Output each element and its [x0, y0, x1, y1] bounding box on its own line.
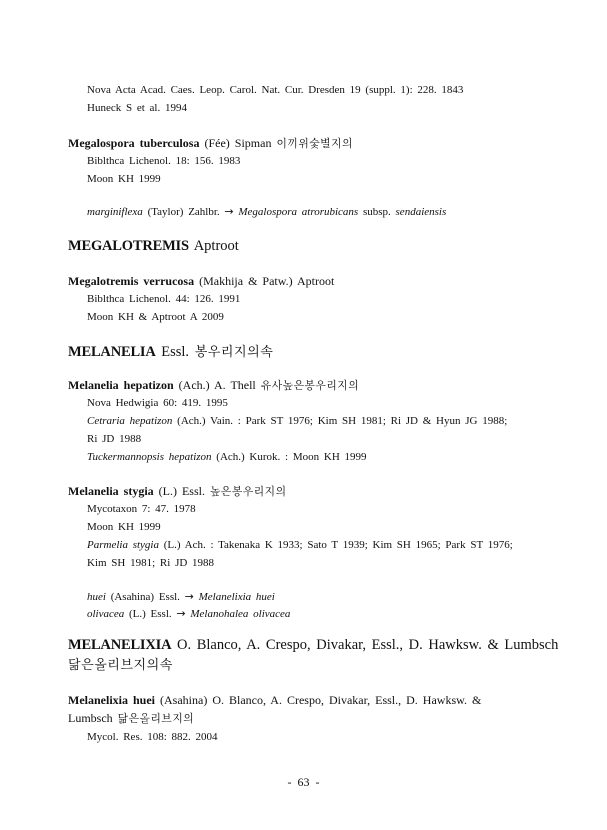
synonym-citations: (Ach.) Kurok. : Moon KH 1999	[216, 451, 367, 463]
reference-line: Mycol. Res. 108: 882. 2004	[87, 731, 218, 743]
reference-line: Biblthca Lichenol. 18: 156. 1983	[87, 155, 241, 167]
species-name: Melanelixia huei	[68, 693, 155, 707]
synonym-name: Parmelia stygia	[87, 539, 159, 551]
korean-name: 봉우리지의속	[194, 345, 274, 360]
korean-name: 높은봉우리지의	[209, 485, 287, 498]
korean-name: 유사높은봉우리지의	[260, 379, 360, 392]
reference-line: Mycotaxon 7: 47. 1978	[87, 503, 196, 515]
reference-line: Moon KH 1999	[87, 521, 161, 533]
synonym-author: (Taylor) Zahlbr.	[147, 206, 220, 218]
reference-line: Nova Acta Acad. Caes. Leop. Carol. Nat. Cur. Dresden 19 (suppl. 1): 228. 1843	[87, 84, 464, 96]
synonym-name: Tuckermannopsis hepatizon	[87, 451, 212, 463]
synonym-name: Cetraria hepatizon	[87, 415, 173, 427]
synonym-target: Megalospora atrorubicans	[238, 206, 359, 218]
reference-line: Moon KH & Aptroot A 2009	[87, 311, 224, 323]
genus-author: Aptroot	[193, 238, 239, 254]
synonym-author: (Asahina) Essl.	[110, 591, 180, 603]
species-name: Melanelia stygia	[68, 484, 154, 498]
species-entry	[68, 274, 334, 288]
synonym-epithet: marginiflexa	[87, 206, 143, 218]
synonym-target: Melanelixia huei	[198, 591, 275, 603]
rank-label: subsp.	[362, 206, 391, 218]
page-number: - 63 -	[287, 775, 320, 789]
korean-name: 이끼위숯별지의	[276, 137, 353, 150]
species-entry	[68, 136, 353, 151]
species-author: (Makhija & Patw.) Aptroot	[199, 274, 335, 288]
korean-name: 닮은올리브지의속	[68, 658, 173, 673]
korean-name: 닮은올리브지의	[117, 712, 195, 725]
species-author: (Ach.) A. Thell	[178, 378, 256, 392]
synonym-line	[87, 590, 275, 604]
genus-author: O. Blanco, A. Crespo, Divakar, Essl., D. Hawksw. & Lumbsch	[176, 637, 559, 653]
genus-author: Essl.	[161, 344, 190, 360]
synonym-reference-line	[87, 538, 513, 552]
synonym-epithet: huei	[87, 591, 106, 603]
species-entry-continued	[68, 711, 194, 726]
arrow-icon: →	[224, 205, 234, 218]
genus-name: MEGALOTREMIS	[68, 238, 189, 254]
reference-line: Moon KH 1999	[87, 173, 161, 185]
species-author: (Asahina) O. Blanco, A. Crespo, Divakar, Essl., D. Hawksw. &	[160, 693, 482, 707]
genus-heading-continued	[68, 656, 173, 675]
synonym-target-infraspecific: sendaiensis	[395, 206, 447, 218]
genus-heading	[68, 636, 558, 654]
genus-name: MELANELIA	[68, 344, 156, 360]
species-author: Lumbsch	[68, 711, 113, 725]
genus-heading	[68, 237, 239, 255]
species-entry	[68, 693, 481, 707]
synonym-line	[87, 607, 290, 621]
genus-name: MELANELIXIA	[68, 637, 172, 653]
species-name: Melanelia hepatizon	[68, 378, 174, 392]
arrow-icon: →	[176, 607, 186, 620]
species-name: Megalotremis verrucosa	[68, 274, 195, 288]
species-entry	[68, 484, 287, 499]
species-entry	[68, 378, 359, 393]
species-name: Megalospora tuberculosa	[68, 136, 200, 150]
synonym-reference-line	[87, 414, 507, 428]
synonym-reference-line	[87, 450, 367, 464]
reference-line: Biblthca Lichenol. 44: 126. 1991	[87, 293, 241, 305]
synonym-author: (L.) Essl.	[129, 608, 172, 620]
reference-line: Nova Hedwigia 60: 419. 1995	[87, 397, 228, 409]
genus-heading	[68, 343, 273, 362]
synonym-citations: (Ach.) Vain. : Park ST 1976; Kim SH 1981; Ri JD & Hyun JG 1988;	[177, 415, 508, 427]
species-author: (Fée) Sipman	[204, 136, 272, 150]
synonym-epithet: olivacea	[87, 608, 125, 620]
synonym-citations: (L.) Ach. : Takenaka K 1933; Sato T 1939; Kim SH 1965; Park ST 1976;	[163, 539, 513, 551]
reference-line: Kim SH 1981; Ri JD 1988	[87, 557, 215, 569]
reference-line: Huneck S et al. 1994	[87, 102, 187, 114]
synonym-target: Melanohalea olivacea	[190, 608, 291, 620]
species-author: (L.) Essl.	[158, 484, 205, 498]
synonym-line	[87, 205, 446, 219]
arrow-icon: →	[184, 590, 194, 603]
reference-line: Ri JD 1988	[87, 433, 142, 445]
